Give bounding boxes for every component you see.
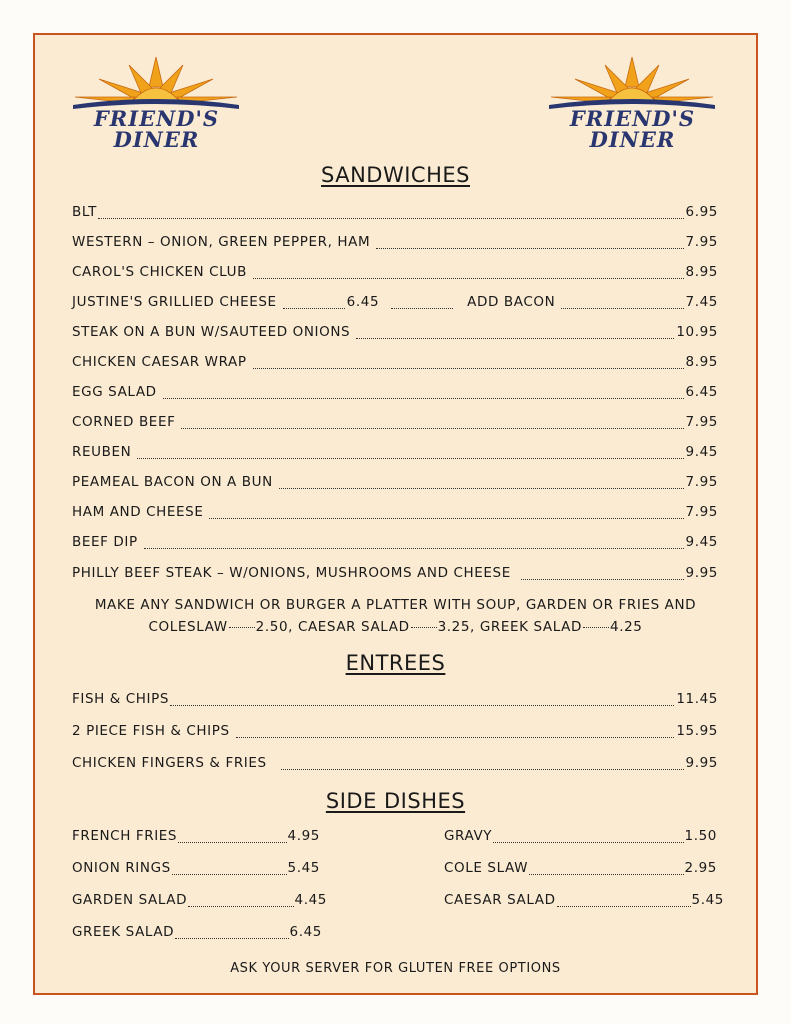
menu-item: CAROL'S CHICKEN CLUB 8.95 [72,264,718,280]
sun-logo-icon [545,53,720,113]
menu-item: REUBEN 9.45 [72,444,718,460]
side-item: ONION RINGS 5.45 [72,860,320,876]
menu-item: EGG SALAD 6.45 [72,384,718,400]
logo-line1: FRIEND'S [93,106,220,131]
logo-line2: DINER [113,127,200,152]
menu-item: PHILLY BEEF STEAK – W/ONIONS, MUSHROOMS AND CHEESE 9.95 [72,565,718,581]
logo-right [545,53,720,158]
gluten-free-note: ASK YOUR SERVER FOR GLUTEN FREE OPTIONS [230,961,561,976]
menu-item: 2 PIECE FISH & CHIPS 15.95 [72,723,718,739]
menu-item: BEEF DIP 9.45 [72,534,718,550]
menu-item: PEAMEAL BACON ON A BUN 7.95 [72,474,718,490]
side-item: GARDEN SALAD 4.45 [72,892,327,908]
side-item: CAESAR SALAD 5.45 [444,892,724,908]
menu-item: CORNED BEEF 7.95 [72,414,718,430]
logo-left [69,53,244,158]
menu-item: JUSTINE'S GRILLIED CHEESE 6.45 ADD BACON 7.45 [72,294,718,310]
sandwiches-heading: SANDWICHES [321,163,470,187]
menu-item: BLT 6.95 [72,204,718,220]
menu-item: STEAK ON A BUN W/SAUTEED ONIONS 10.95 [72,324,718,340]
menu-sheet [33,33,758,995]
menu-item: CHICKEN CAESAR WRAP 8.95 [72,354,718,370]
menu-item: HAM AND CHEESE 7.95 [72,504,718,520]
sun-logo-icon [69,53,244,113]
side-dishes-heading: SIDE DISHES [325,789,466,813]
menu-item: CHICKEN FINGERS & FRIES 9.95 [72,755,718,771]
add-bacon-label: ADD BACON [467,294,556,310]
logo-line1: FRIEND'S [569,106,696,131]
entrees-heading: ENTREES [345,651,446,675]
logo-line2: DINER [589,127,676,152]
side-item: COLE SLAW 2.95 [444,860,717,876]
platter-note-line2: COLESLAW 2.50, CAESAR SALAD 3.25, GREEK SALAD 4.25 [148,619,643,635]
side-item: GRAVY 1.50 [444,828,717,844]
menu-item: FISH & CHIPS 11.45 [72,691,718,707]
side-item: FRENCH FRIES 4.95 [72,828,320,844]
platter-note-line1: MAKE ANY SANDWICH OR BURGER A PLATTER WITH SOUP, GARDEN OR FRIES AND [94,597,697,613]
menu-item: WESTERN – ONION, GREEN PEPPER, HAM 7.95 [72,234,718,250]
side-item: GREEK SALAD 6.45 [72,924,322,940]
